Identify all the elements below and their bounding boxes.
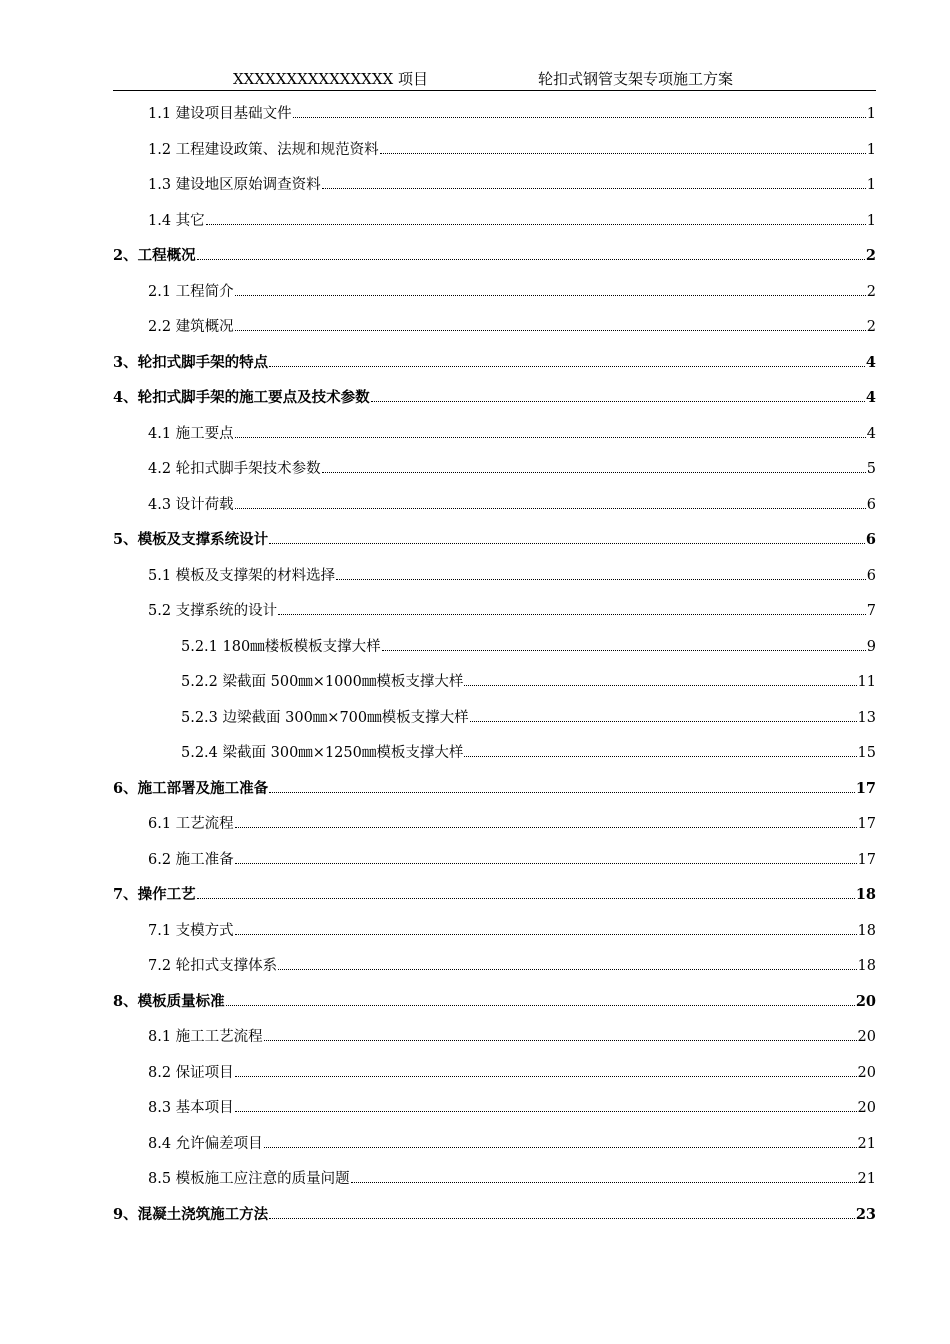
toc-entry-label: 2.2 建筑概况 [148, 319, 234, 335]
toc-entry-page-number: 15 [857, 745, 876, 761]
toc-entry-label: 5.1 模板及支撑架的材料选择 [148, 567, 336, 584]
toc-entry-label: 8.4 允许偏差项目 [148, 1135, 263, 1152]
toc-leader-dots [293, 116, 866, 118]
toc-entry-page-number: 4 [866, 425, 876, 442]
toc-entry-page-number: 17 [855, 779, 876, 797]
toc-entry-label: 3、轮扣式脚手架的特点 [113, 353, 269, 371]
toc-entry[interactable] [148, 102, 876, 124]
toc-leader-dots [269, 1217, 855, 1219]
toc-entry[interactable] [148, 1025, 876, 1047]
toc-entry[interactable] [113, 990, 876, 1012]
toc-entry-label: 5.2 支撑系统的设计 [148, 603, 278, 619]
toc-leader-dots [206, 223, 866, 225]
toc-entry-page-number: 20 [857, 1029, 876, 1045]
toc-leader-dots [382, 649, 866, 651]
toc-leader-dots [197, 258, 865, 260]
toc-entry-label: 4.1 施工要点 [148, 425, 234, 442]
toc-entry-page-number: 2 [866, 283, 876, 300]
toc-entry[interactable] [148, 422, 876, 444]
toc-leader-dots [235, 826, 857, 828]
toc-entry-page-number: 5 [866, 461, 876, 477]
toc-entry[interactable] [148, 919, 876, 941]
toc-entry-label: 6.1 工艺流程 [148, 816, 234, 832]
toc-leader-dots [380, 152, 866, 154]
toc-entry[interactable] [113, 1203, 876, 1225]
toc-entry-page-number: 18 [855, 886, 876, 903]
toc-entry[interactable] [113, 244, 876, 266]
toc-entry[interactable] [113, 883, 876, 905]
toc-leader-dots [264, 1146, 857, 1148]
toc-entry-page-number: 17 [857, 851, 876, 868]
toc-entry-page-number: 2 [865, 247, 876, 264]
toc-entry-label: 9、混凝土浇筑施工方法 [113, 1205, 269, 1223]
toc-entry-page-number: 4 [865, 389, 876, 406]
toc-leader-dots [269, 365, 865, 367]
toc-entry-label: 1.1 建设项目基础文件 [148, 106, 292, 122]
toc-leader-dots [322, 471, 866, 473]
toc-entry-label: 7.2 轮扣式支撑体系 [148, 958, 278, 974]
toc-entry[interactable] [148, 457, 876, 479]
toc-entry-page-number: 6 [866, 567, 876, 584]
toc-entry-page-number: 18 [857, 922, 876, 939]
toc-entry[interactable] [113, 351, 876, 373]
toc-entry-page-number: 17 [857, 816, 876, 832]
toc-entry-label: 1.2 工程建设政策、法规和规范资料 [148, 141, 379, 158]
page-header [113, 66, 876, 91]
header-project-name: XXXXXXXXXXXXXXX 项目 [233, 70, 428, 88]
toc-entry-label: 6、施工部署及施工准备 [113, 779, 269, 797]
toc-leader-dots [470, 720, 857, 722]
toc-entry-page-number: 9 [866, 638, 876, 655]
toc-entry-page-number: 1 [866, 212, 876, 229]
toc-leader-dots [235, 862, 857, 864]
toc-entry-label: 5、模板及支撑系统设计 [113, 531, 269, 548]
toc-leader-dots [351, 1181, 857, 1183]
toc-entry[interactable] [113, 386, 876, 408]
toc-entry-page-number: 18 [857, 958, 876, 974]
toc-entry[interactable] [181, 741, 876, 763]
toc-entry[interactable] [148, 173, 876, 195]
toc-leader-dots [269, 791, 855, 793]
toc-entry-label: 8.3 基本项目 [148, 1100, 234, 1116]
toc-entry[interactable] [148, 848, 876, 870]
toc-entry[interactable] [148, 138, 876, 160]
toc-entry-label: 4、轮扣式脚手架的施工要点及技术参数 [113, 389, 370, 406]
toc-entry-label: 1.4 其它 [148, 212, 205, 229]
toc-entry[interactable] [181, 635, 876, 657]
toc-leader-dots [264, 1039, 857, 1041]
toc-leader-dots [322, 187, 866, 189]
toc-entry[interactable] [148, 1061, 876, 1083]
toc-leader-dots [464, 684, 856, 686]
toc-leader-dots [235, 294, 866, 296]
toc-entry[interactable] [148, 280, 876, 302]
toc-entry-label: 7.1 支模方式 [148, 922, 234, 939]
toc-entry[interactable] [148, 954, 876, 976]
toc-leader-dots [226, 1004, 855, 1006]
toc-entry[interactable] [181, 706, 876, 728]
toc-leader-dots [235, 329, 866, 331]
toc-leader-dots [235, 933, 857, 935]
toc-entry[interactable] [148, 1132, 876, 1154]
toc-entry-page-number: 13 [857, 709, 876, 726]
toc-entry-label: 4.3 设计荷载 [148, 496, 234, 513]
toc-leader-dots [235, 1075, 857, 1077]
toc-entry-page-number: 21 [857, 1135, 876, 1152]
toc-entry-label: 8.5 模板施工应注意的质量问题 [148, 1171, 350, 1187]
toc-entry-label: 8、模板质量标准 [113, 992, 225, 1010]
toc-leader-dots [464, 755, 856, 757]
toc-entry[interactable] [113, 777, 876, 799]
toc-entry[interactable] [148, 1167, 876, 1189]
toc-entry-label: 5.2.2 梁截面 500㎜×1000㎜模板支撑大样 [181, 674, 464, 690]
toc-leader-dots [278, 613, 866, 615]
toc-leader-dots [371, 400, 865, 402]
toc-entry-label: 2、工程概况 [113, 247, 196, 264]
toc-entry-page-number: 6 [865, 531, 876, 548]
toc-entry-page-number: 1 [866, 141, 876, 158]
toc-entry[interactable] [148, 493, 876, 515]
toc-entry-label: 2.1 工程简介 [148, 283, 234, 300]
toc-entry-label: 5.2.3 边梁截面 300㎜×700㎜模板支撑大样 [181, 709, 469, 726]
toc-leader-dots [336, 578, 866, 580]
toc-entry[interactable] [148, 564, 876, 586]
toc-entry-page-number: 1 [866, 177, 876, 193]
toc-entry-label: 4.2 轮扣式脚手架技术参数 [148, 461, 321, 477]
toc-entry[interactable] [148, 315, 876, 337]
toc-entry-page-number: 11 [857, 674, 876, 690]
toc-entry[interactable] [148, 812, 876, 834]
toc-entry-page-number: 20 [857, 1100, 876, 1116]
toc-entry[interactable] [113, 528, 876, 550]
toc-entry[interactable] [148, 1096, 876, 1118]
toc-leader-dots [235, 1110, 857, 1112]
toc-entry-label: 1.3 建设地区原始调查资料 [148, 177, 321, 193]
toc-entry-page-number: 4 [865, 353, 876, 371]
toc-entry[interactable] [148, 599, 876, 621]
toc-leader-dots [235, 507, 866, 509]
toc-entry-label: 8.2 保证项目 [148, 1064, 234, 1081]
toc-entry[interactable] [181, 670, 876, 692]
toc-entry-page-number: 21 [857, 1171, 876, 1187]
toc-entry-page-number: 20 [857, 1064, 876, 1081]
toc-entry-label: 5.2.4 梁截面 300㎜×1250㎜模板支撑大样 [181, 745, 464, 761]
toc-entry-label: 5.2.1 180㎜楼板模板支撑大样 [181, 638, 381, 655]
toc-entry-label: 7、操作工艺 [113, 886, 196, 903]
toc-leader-dots [269, 542, 865, 544]
header-document-title: 轮扣式钢管支架专项施工方案 [538, 70, 734, 88]
toc-entry-label: 8.1 施工工艺流程 [148, 1029, 263, 1045]
toc-leader-dots [197, 897, 855, 899]
toc-entry-page-number: 1 [866, 106, 876, 122]
toc-entry-page-number: 7 [866, 603, 876, 619]
toc-entry[interactable] [148, 209, 876, 231]
toc-entry-page-number: 6 [866, 496, 876, 513]
toc-entry-page-number: 23 [855, 1205, 876, 1223]
toc-entry-label: 6.2 施工准备 [148, 851, 234, 868]
toc-leader-dots [278, 968, 856, 970]
toc-entry-page-number: 20 [855, 992, 876, 1010]
toc-entry-page-number: 2 [866, 319, 876, 335]
toc-leader-dots [235, 436, 866, 438]
